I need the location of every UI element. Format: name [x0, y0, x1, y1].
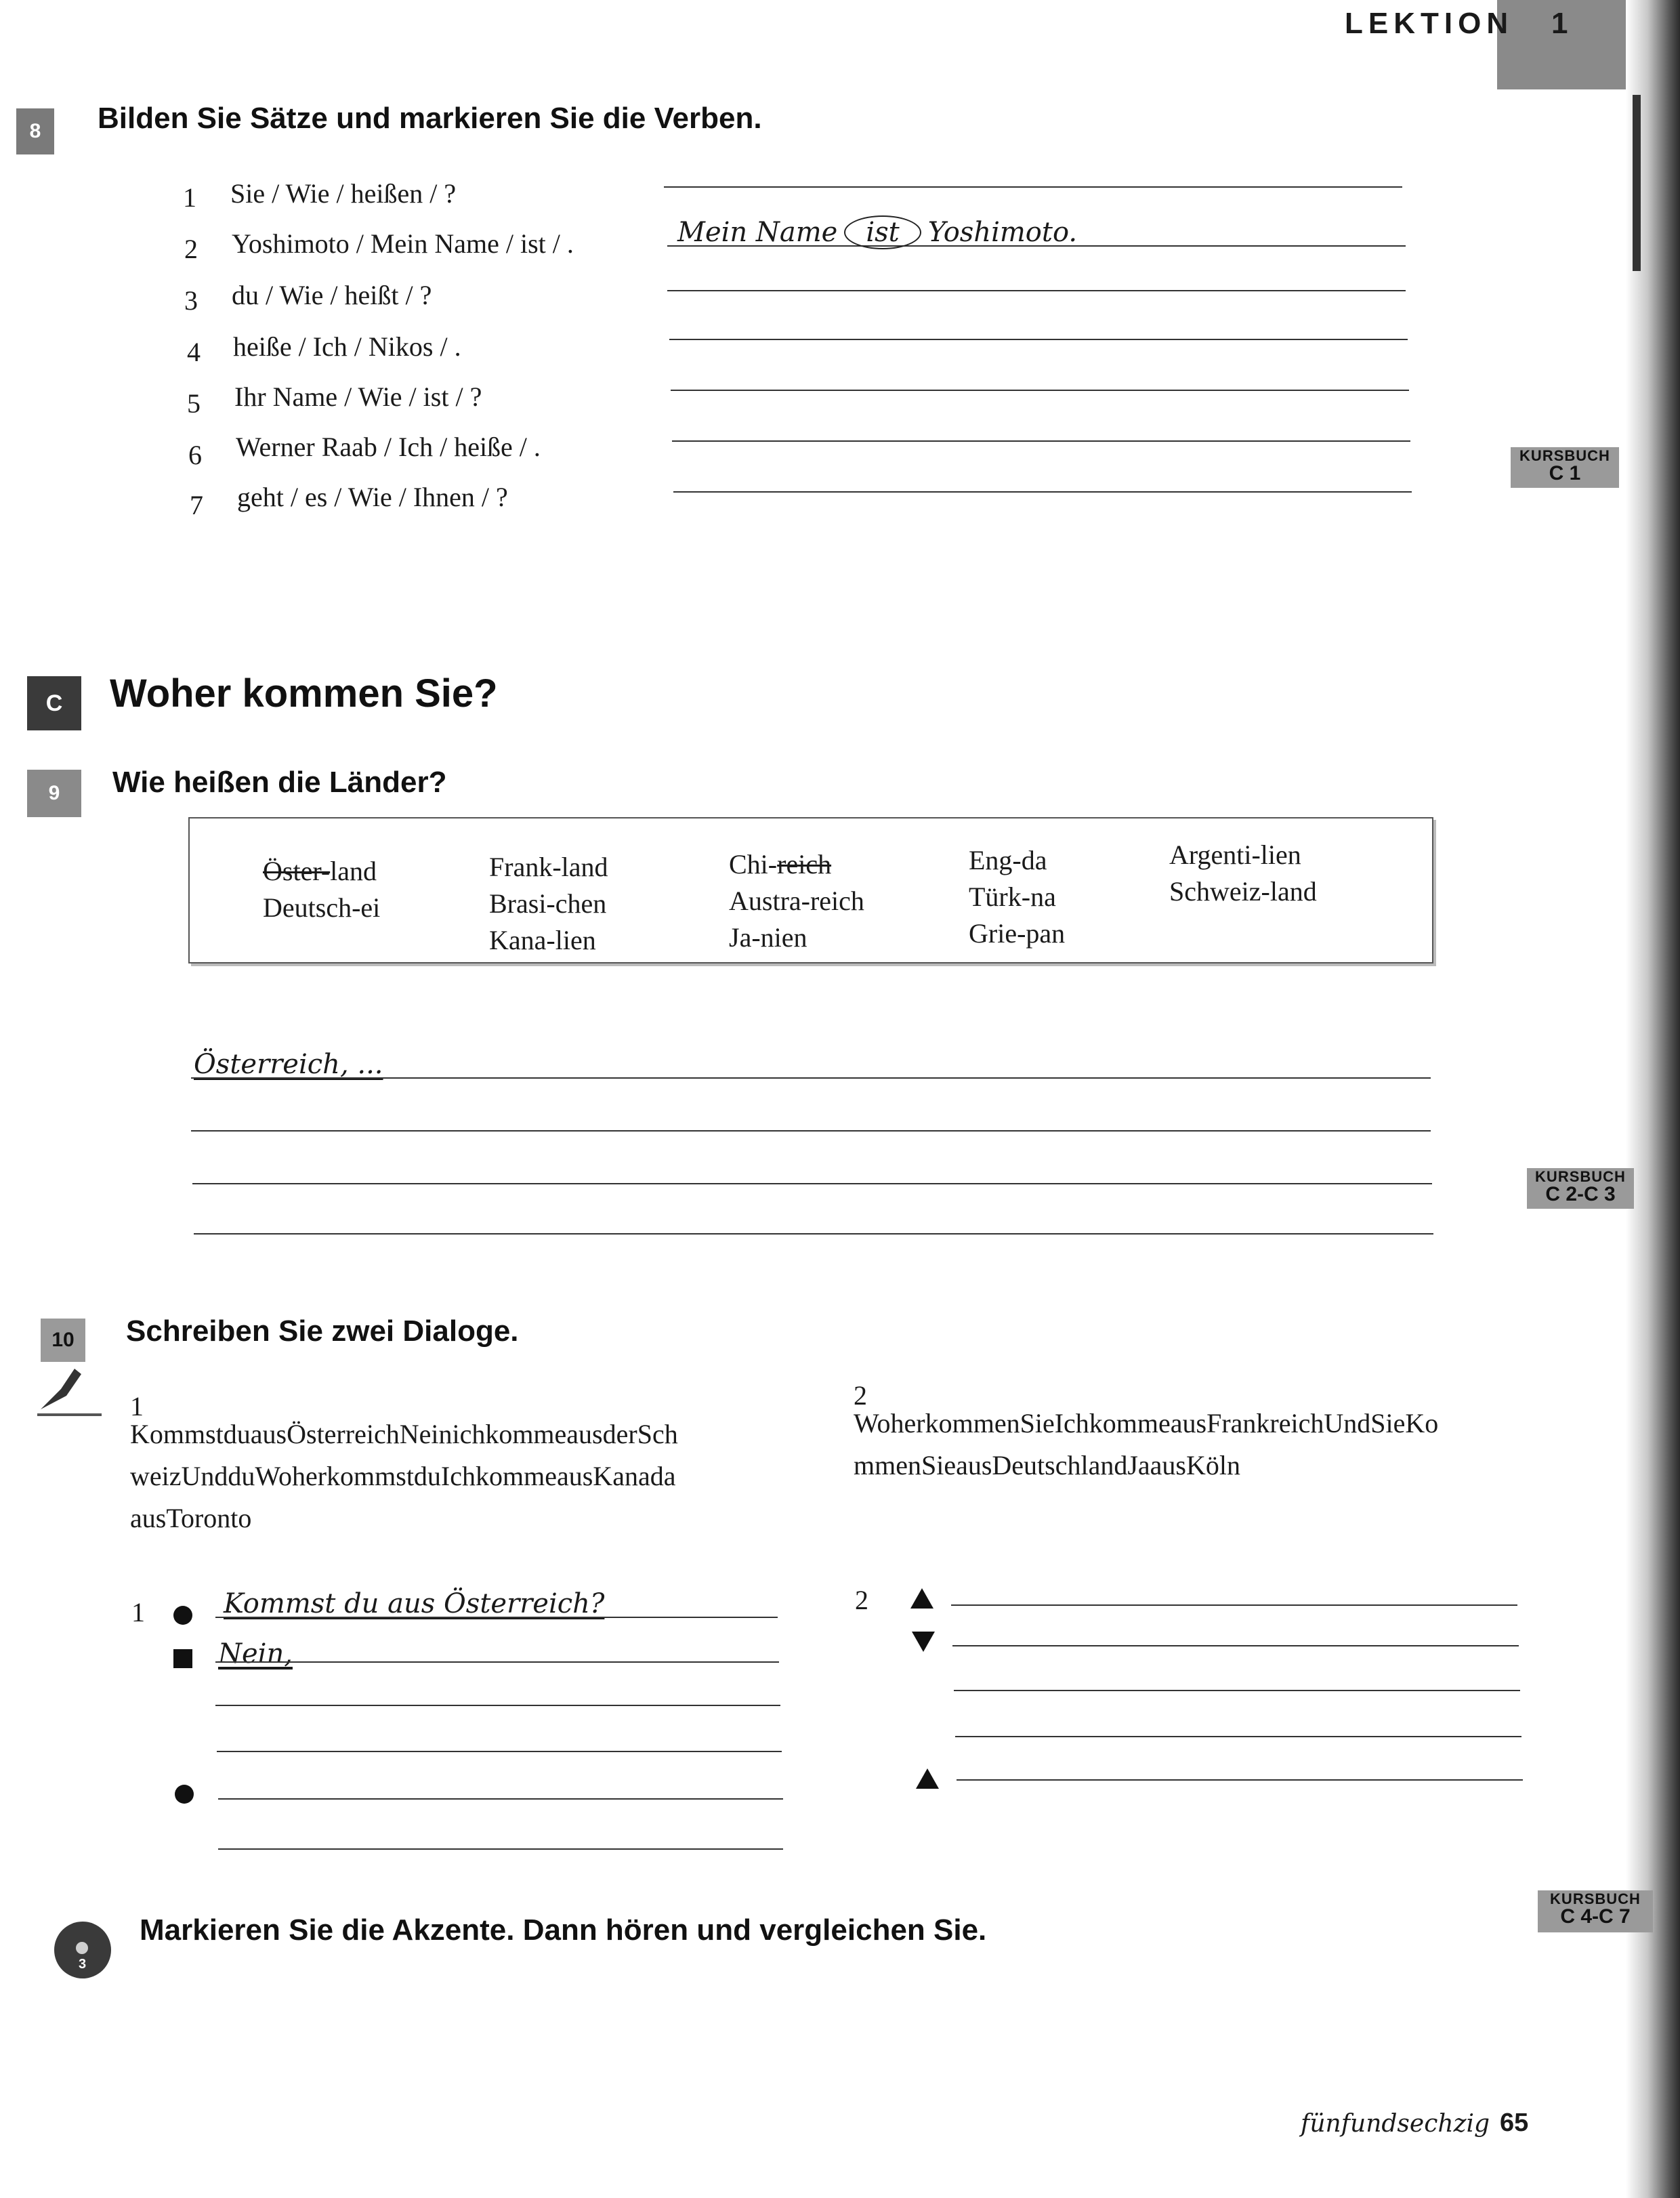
bullet-circle-icon — [173, 1606, 192, 1625]
footer-page-number: 65 — [1500, 2109, 1529, 2137]
ex8-answer-line-5 — [671, 390, 1409, 391]
dialog-2-line-2: mmenSieausDeutschlandJaausKöln — [854, 1450, 1240, 1480]
cd-hole — [76, 1942, 88, 1954]
bullet-square-icon — [173, 1649, 192, 1668]
kursbuch-label: KURSBUCH — [1519, 447, 1610, 464]
word-austra-reich: Austra-reich — [729, 886, 864, 916]
answer-2-verb: ist — [844, 215, 921, 249]
section-c-title: Woher kommen Sie? — [110, 671, 498, 716]
page-edge-shadow — [1626, 0, 1680, 2198]
ex8-item-3-number: 3 — [184, 285, 198, 316]
answer-1-reply: Nein, — [218, 1638, 293, 1670]
word-frank-land: Frank-land — [489, 852, 608, 882]
exercise-10-number: 10 — [41, 1319, 85, 1362]
ex8-answer-line-7 — [673, 491, 1412, 493]
ex10-line-11 — [957, 1779, 1523, 1781]
dialog-1-line-2: weizUndduWoherkommstduIchkommeausKanada — [130, 1461, 676, 1491]
kursbuch-label: KURSBUCH — [1535, 1168, 1626, 1185]
ex10-line-3 — [215, 1705, 780, 1706]
dialog-1-line-1: KommstduausÖsterreichNeinichkommeausderSch — [130, 1419, 678, 1449]
dialog-1-line-3: ausToronto — [130, 1503, 252, 1533]
ex8-item-1-text: Sie / Wie / heißen / ? — [230, 178, 457, 209]
ex9-answer: Österreich, ... — [194, 1049, 383, 1080]
triangle-up-icon — [910, 1588, 933, 1609]
answer-2-number: 2 — [855, 1585, 868, 1615]
word-argenti-lien: Argenti-lien — [1169, 839, 1301, 870]
kursbuch-label: KURSBUCH — [1550, 1890, 1641, 1907]
ex8-item-4-number: 4 — [187, 337, 201, 367]
ex8-item-6-text: Werner Raab / Ich / heiße / . — [236, 432, 541, 462]
ex10-line-5 — [218, 1798, 783, 1800]
ex8-item-4-text: heiße / Ich / Nikos / . — [233, 331, 461, 362]
cd-track-number: 3 — [79, 1957, 87, 1972]
ex9-answer-line-2 — [191, 1130, 1431, 1132]
ex9-answer-line-1 — [191, 1077, 1431, 1079]
word-grie-pan: Grie-pan — [969, 918, 1066, 949]
word-eng-da: Eng-da — [969, 845, 1047, 875]
ex8-item-5-number: 5 — [187, 388, 201, 419]
word-oesterland — [263, 855, 377, 887]
ex10-line-1 — [215, 1617, 778, 1618]
word-kana-lien: Kana-lien — [489, 925, 596, 955]
struck-syllable: Öster- — [263, 856, 331, 886]
section-c-letter: C — [27, 676, 81, 730]
answer-1-question: Kommst du aus Österreich? — [224, 1588, 605, 1619]
lektion-label: LEKTION — [1345, 7, 1514, 40]
lektion-number: 1 — [1551, 7, 1568, 40]
ex9-answer-line-3 — [192, 1183, 1432, 1184]
answer-2-part-b: Yoshimoto. — [927, 217, 1078, 248]
ex8-answer-line-6 — [672, 440, 1410, 442]
ex8-item-7-text: geht / es / Wie / Ihnen / ? — [237, 482, 508, 512]
ex10-line-9 — [954, 1690, 1520, 1691]
exercise-10-title: Schreiben Sie zwei Dialoge. — [126, 1314, 519, 1348]
answer-2-part-a: Mein Name — [677, 217, 838, 248]
ex8-answer-2 — [677, 215, 1077, 249]
ex8-item-5-text: Ihr Name / Wie / ist / ? — [234, 381, 482, 412]
ex8-item-1-number: 1 — [183, 182, 196, 213]
kursbuch-tag-c1 — [1511, 447, 1619, 488]
exercise-8-title: Bilden Sie Sätze und markieren Sie die Verben. — [98, 102, 762, 135]
word-syllable: Chi- — [729, 849, 778, 879]
page-edge-bar — [1633, 95, 1641, 271]
cd-audio-icon — [54, 1922, 111, 1978]
ex10-line-7 — [951, 1604, 1517, 1606]
word-deutsch-ei: Deutsch-ei — [263, 892, 381, 923]
exercise-11-title: Markieren Sie die Akzente. Dann hören und vergleichen Sie. — [140, 1913, 987, 1947]
kursbuch-ref: C 4-C 7 — [1560, 1905, 1631, 1928]
footer-page-word: fünfundsechzig — [1301, 2110, 1490, 2138]
dialog-2-number: 2 — [854, 1380, 867, 1411]
word-schweiz-land: Schweiz-land — [1169, 876, 1317, 907]
exercise-9-number: 9 — [27, 770, 81, 817]
kursbuch-tag-c2-c3 — [1527, 1168, 1634, 1209]
word-syllable: land — [330, 856, 377, 886]
kursbuch-ref: C 2-C 3 — [1545, 1183, 1616, 1205]
ex8-item-2-text: Yoshimoto / Mein Name / ist / . — [232, 228, 574, 259]
ex8-item-6-number: 6 — [188, 440, 202, 470]
dialog-1-text — [130, 1413, 807, 1539]
bullet-circle-icon — [175, 1785, 194, 1804]
kursbuch-ref: C 1 — [1549, 462, 1581, 484]
ex10-line-2 — [215, 1661, 779, 1663]
answer-1-number: 1 — [131, 1597, 145, 1627]
dialog-1-number: 1 — [130, 1391, 144, 1422]
word-chi-reich — [729, 848, 831, 880]
struck-syllable: reich — [777, 849, 832, 879]
word-ja-nien: Ja-nien — [729, 922, 807, 953]
ex10-line-10 — [955, 1736, 1521, 1737]
word-tuerk-na: Türk-na — [969, 882, 1056, 912]
ex8-item-3-text: du / Wie / heißt / ? — [232, 280, 432, 310]
dialog-2-text — [854, 1403, 1531, 1487]
ex8-answer-line-4 — [669, 339, 1408, 340]
ex8-answer-line-3 — [667, 290, 1406, 291]
ex9-answer-line-4 — [194, 1233, 1433, 1235]
triangle-down-icon — [912, 1632, 935, 1652]
ex10-line-6 — [218, 1848, 783, 1850]
ex10-line-8 — [952, 1645, 1519, 1646]
ex8-item-2-number: 2 — [184, 234, 198, 264]
ex8-item-7-number: 7 — [190, 490, 203, 520]
ex10-line-4 — [217, 1751, 782, 1752]
word-brasi-chen: Brasi-chen — [489, 888, 607, 919]
pencil-icon — [34, 1362, 108, 1416]
ex8-answer-line-1 — [664, 186, 1402, 188]
exercise-9-title: Wie heißen die Länder? — [112, 766, 447, 799]
dialog-2-line-1: WoherkommenSieIchkommeausFrankreichUndSieKo — [854, 1408, 1439, 1438]
exercise-8-number: 8 — [16, 108, 54, 154]
triangle-up-icon — [916, 1768, 939, 1789]
kursbuch-tag-c4-c7 — [1538, 1890, 1653, 1932]
